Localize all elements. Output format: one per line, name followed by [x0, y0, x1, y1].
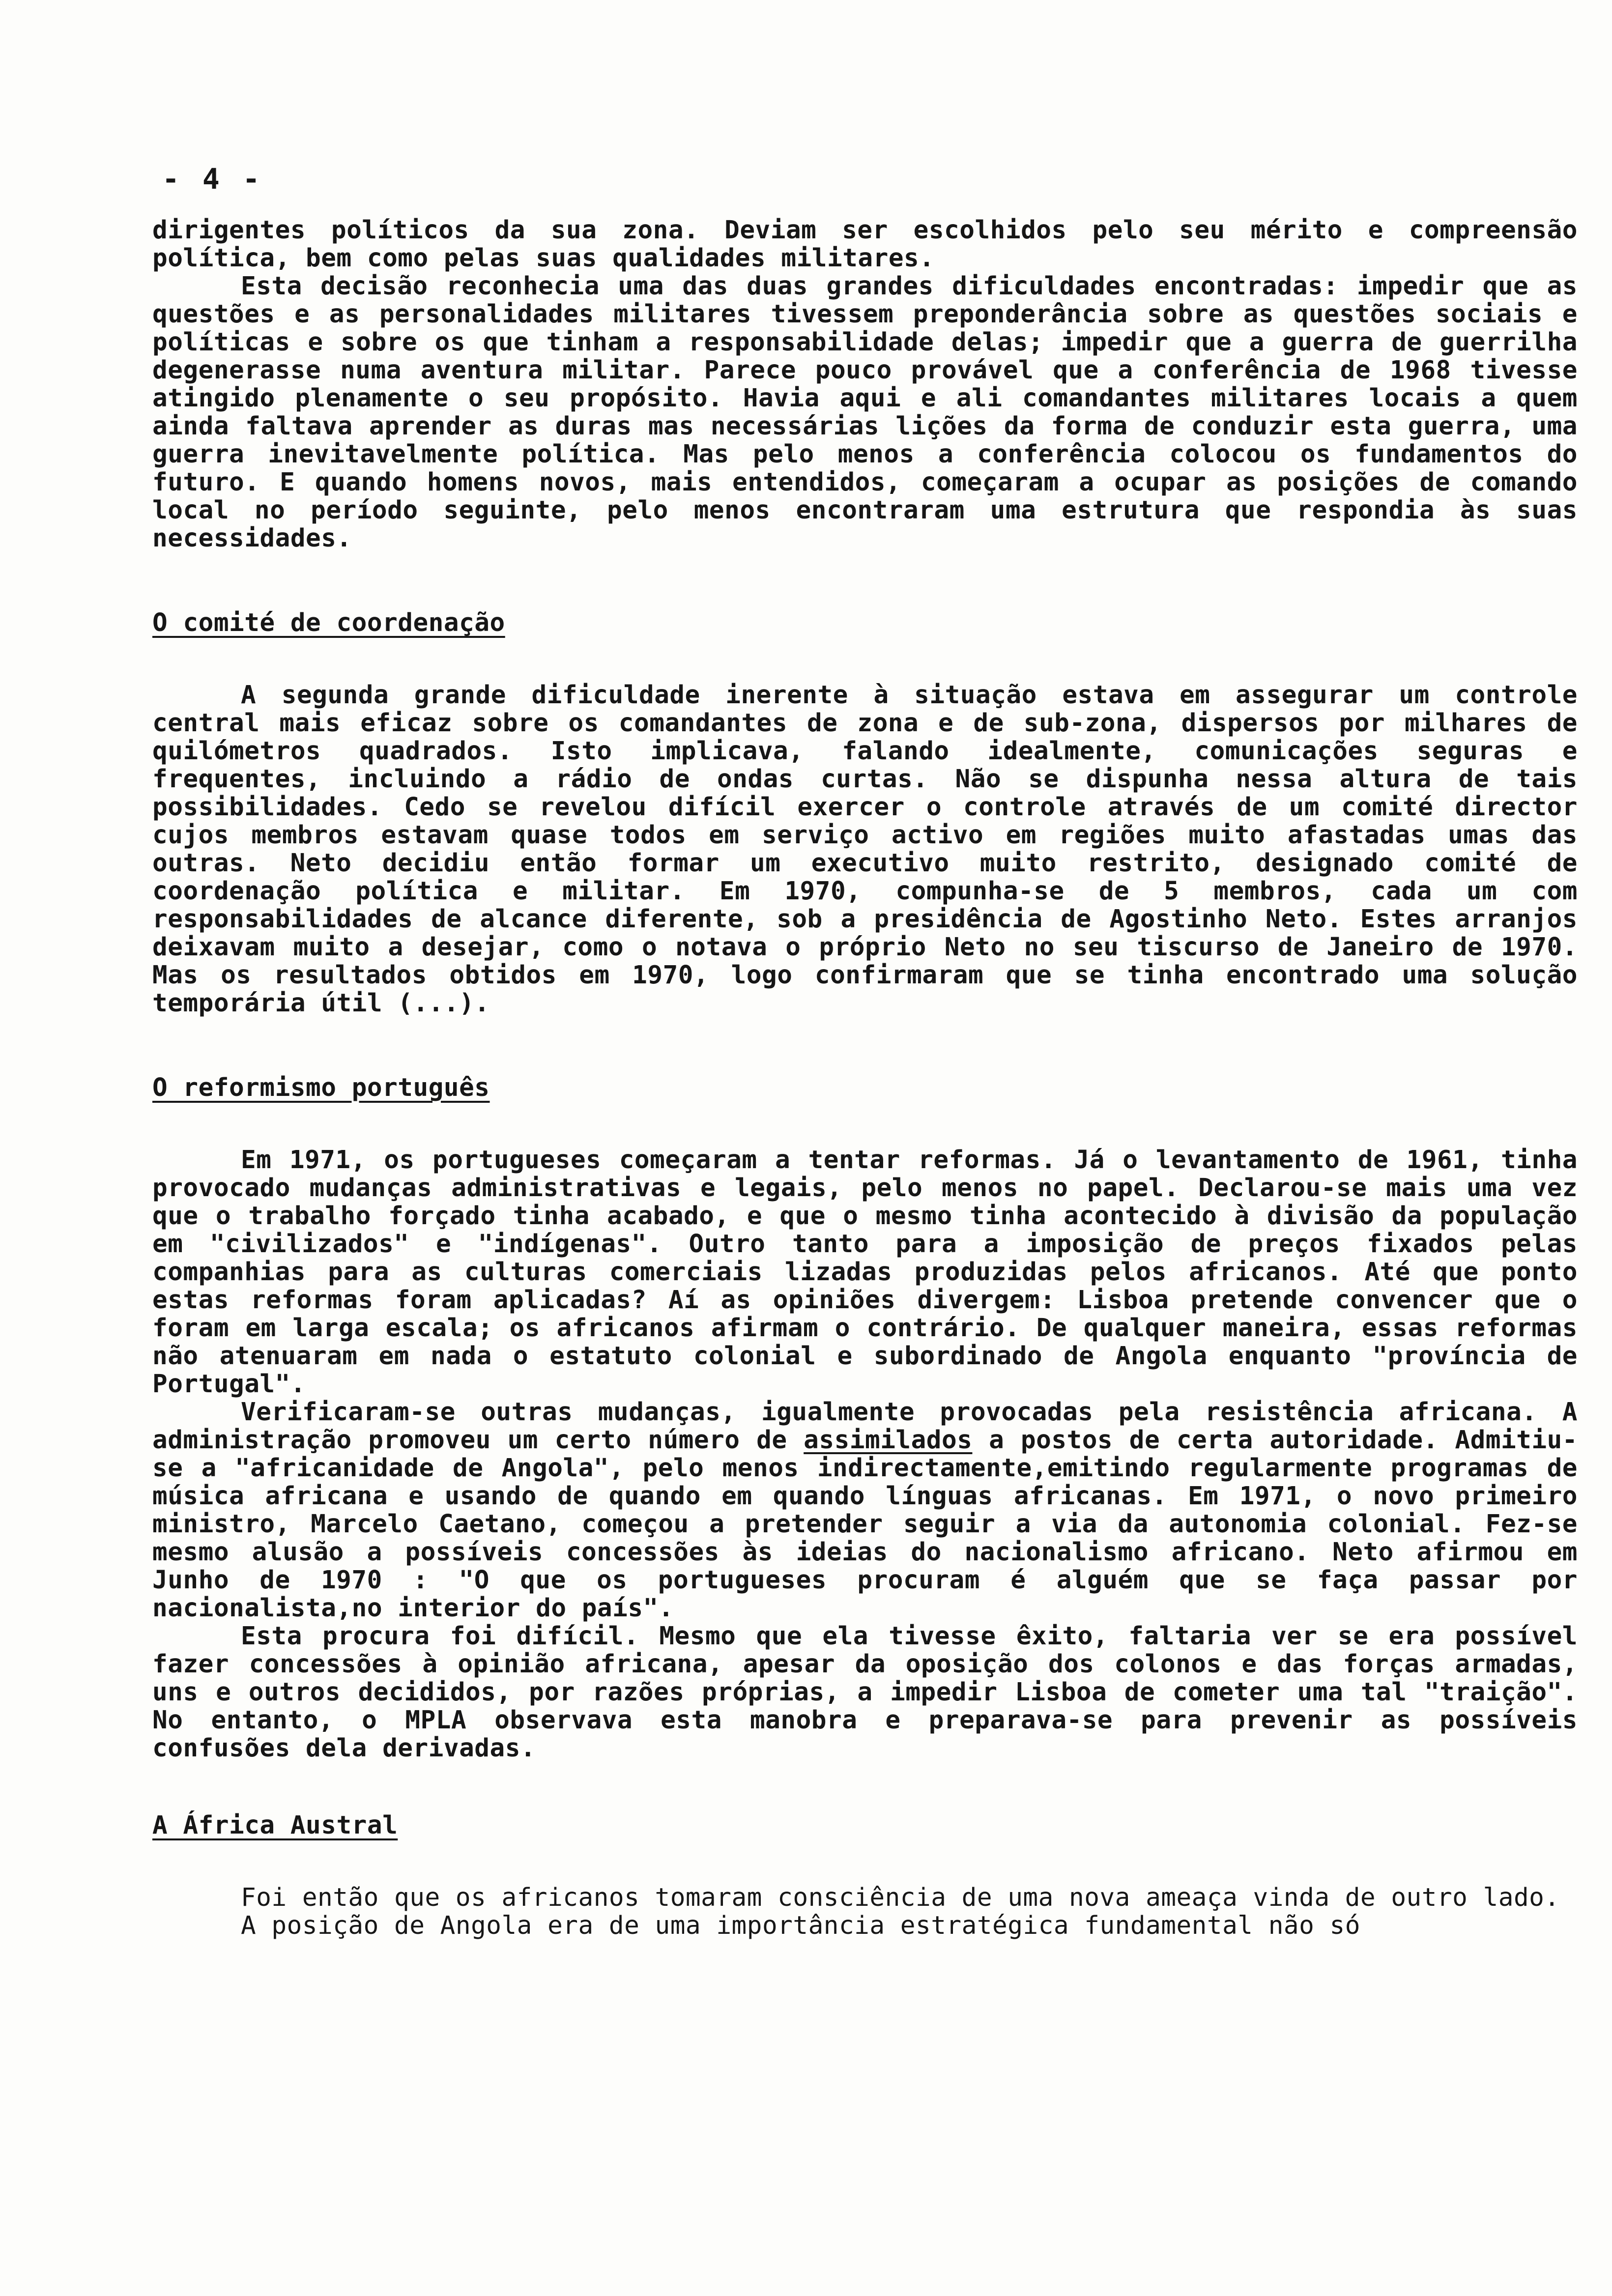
paragraph-6: Esta procura foi difícil. Mesmo que ela tivesse êxito, faltaria ver se era possível fazer concessões à opinião africana, apesar da oposição dos colonos e das forças armadas, uns e outros decididos, por razões próprias, a impedir Lisboa de cometer uma tal "traição". No entanto, o MPLA observava esta manobra e preparava-se para prevenir as possíveis confusões dela derivadas.	[152, 1622, 1578, 1763]
underlined-term-assimilados: assimilados	[804, 1426, 973, 1455]
paragraph-7: Foi então que os africanos tomaram consciência de uma nova ameaça vinda de outro lado.	[241, 1883, 1560, 1912]
section-heading-coordination: O comité de coordenação	[152, 608, 505, 637]
section-heading-southern-africa: A África Austral	[152, 1811, 398, 1840]
section-heading-reformism: O reformismo português	[152, 1073, 490, 1102]
paragraph-5	[152, 1398, 1578, 1622]
paragraph-5-text-end: a postos de certa autoridade. Admitiu-se a "africanidade de Angola", pelo menos indirectamente,emitindo regularmente programas de música africana e usando de quando em quando línguas africanas. Em 1971, o novo primeiro ministro, Marcelo Caetano, começou a pretender seguir a via da autonomia colonial. Fez-se mesmo alusão a possíveis concessões às ideias do nacionalismo africano. Neto afirmou em Junho de 1970 : "O que os portugueses procuram é alguém que se faça passar por nacionalista,no interior do país".	[152, 1426, 1578, 1623]
paragraph-3: A segunda grande dificuldade inerente à situação estava em assegurar um controle central mais eficaz sobre os comandantes de zona e de sub-zona, dispersos por milhares de quilómetros quadrados. Isto implicava, falando idealmente, comunicações seguras e frequentes, incluindo a rádio de ondas curtas. Não se dispunha nessa altura de tais possibilidades. Cedo se revelou difícil exercer o controle através de um comité director cujos membros estavam quase todos em serviço activo em regiões muito afastadas umas das outras. Neto decidiu então formar um executivo muito restrito, designado comité de coordenação política e militar. Em 1970, compunha-se de 5 membros, cada um com responsabilidades de alcance diferente, sob a presidência de Agostinho Neto. Estes arranjos deixavam muito a desejar, como o notava o próprio Neto no seu tiscurso de Janeiro de 1970. Mas os resultados obtidos em 1970, logo confirmaram que se tinha encontrado uma solução temporária útil (...).	[152, 681, 1578, 1018]
paragraph-8: A posição de Angola era de uma importância estratégica fundamental não só	[241, 1911, 1360, 1940]
document-body	[152, 216, 1578, 1940]
paragraph-1: dirigentes políticos da sua zona. Deviam ser escolhidos pelo seu mérito e compreensão política, bem como pelas suas qualidades militares.	[152, 216, 1578, 273]
paragraph-5-text-start: Verificaram-se outras mudanças, igualmente provocadas pela resistência africana. A administração promoveu um certo número de	[152, 1398, 1578, 1455]
page-number: - 4 -	[162, 162, 263, 196]
paragraph-2: Esta decisão reconhecia uma das duas grandes dificuldades encontradas: impedir que as questões e as personalidades militares tivessem preponderância sobre as questões sociais e políticas e sobre os que tinham a responsabilidade delas; impedir que a guerra de guerrilha degenerasse numa aventura militar. Parece pouco provável que a conferência de 1968 tivesse atingido plenamente o seu propósito. Havia aqui e ali comandantes militares locais a quem ainda faltava aprender as duras mas necessárias lições da forma de conduzir esta guerra, uma guerra inevitavelmente política. Mas pelo menos a conferência colocou os fundamentos do futuro. E quando homens novos, mais entendidos, começaram a ocupar as posições de comando local no período seguinte, pelo menos encontraram uma estrutura que respondia às suas necessidades.	[152, 272, 1578, 553]
paragraph-4: Em 1971, os portugueses começaram a tentar reformas. Já o levantamento de 1961, tinha provocado mudanças administrativas e legais, pelo menos no papel. Declarou-se mais uma vez que o trabalho forçado tinha acabado, e que o mesmo tinha acontecido à divisão da população em "civilizados" e "indígenas". Outro tanto para a imposição de preços fixados pelas companhias para as culturas comerciais lizadas produzidas pelos africanos. Até que ponto estas reformas foram aplicadas? Aí as opiniões divergem: Lisboa pretende convencer que o foram em larga escala; os africanos afirmam o contrário. De qualquer maneira, essas reformas não atenuaram em nada o estatuto colonial e subordinado de Angola enquanto "província de Portugal".	[152, 1146, 1578, 1399]
